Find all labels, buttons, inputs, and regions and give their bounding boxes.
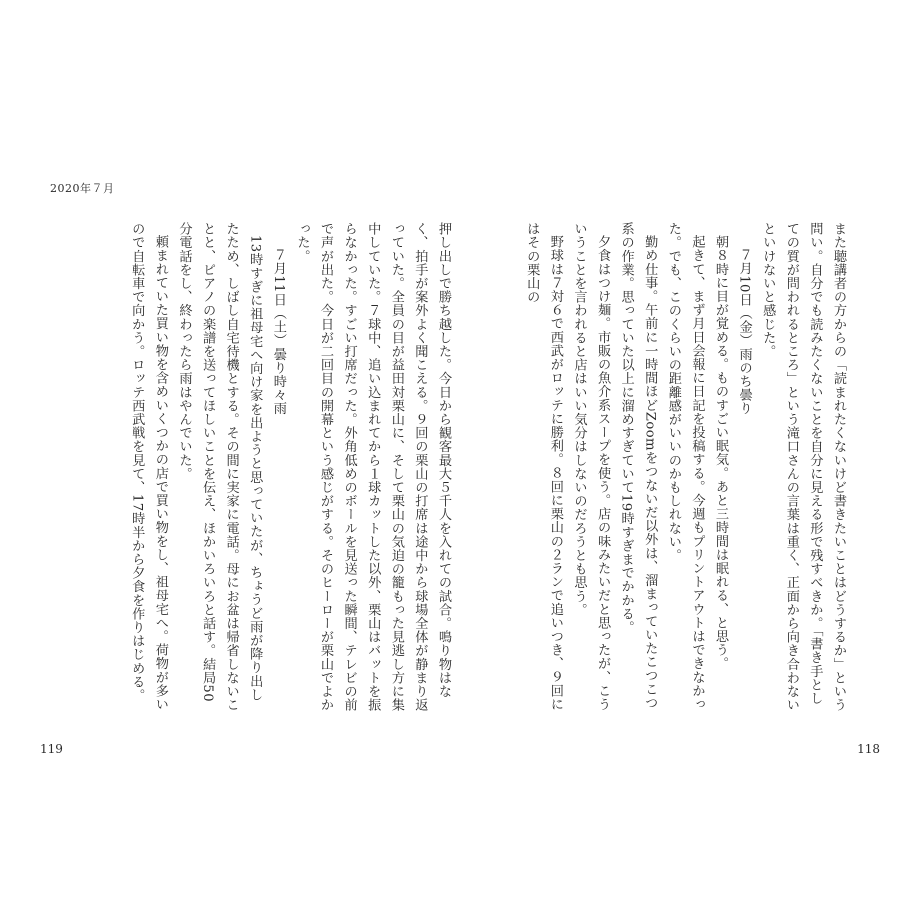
- left-page-text: [45, 222, 455, 712]
- paragraph: 起きて、まず月日会報に日記を投稿する。今週もプリントアウトはできなかった。でも、このくらいの距離感がいいのかもしれない。: [665, 222, 705, 712]
- right-page-text: [512, 222, 850, 712]
- paragraph: また聴講者の方からの「読まれたくないけど書きたいことはどうするか」という問い。自分でも読みたくないことを自分に見える形で残すべきか。「書き手としての質が問われるところ」という滝口さんの言葉は重く、正面から向き合わないといけないと感じた。: [760, 222, 846, 712]
- paragraph: 勤め仕事。午前に一時間ほどZoomをつないだ以外は、溜まっていたこつこつ系の作業。思っていた以上に溜めすぎていて19時すぎまでかかる。: [618, 222, 658, 710]
- paragraph: 頼まれていた買い物を含めいくつかの店で買い物をし、祖母宅へ。荷物が多いので自転車で向かう。ロッテ西武戦を見て、17時半から夕食を作りはじめる。: [129, 222, 168, 712]
- paragraph: 野球は７対６で西武がロッテに勝利。８回に栗山の２ランで追いつき、９回にはその栗山の: [524, 222, 563, 712]
- page-number-left: 119: [40, 742, 63, 756]
- page-number-right: 118: [857, 742, 880, 756]
- paragraph: 朝８時に目が覚める。ものすごい眠気。あと三時間は眠れる、と思う。: [713, 235, 729, 671]
- diary-date-heading: ７月11日（土）曇り時々雨: [270, 248, 286, 416]
- paragraph: 押し出しで勝ち越した。今日から観客最大５千人を入れての試合。鳴り物はなく、拍手が案外よく聞こえる。９回の栗山の打席は途中から球場全体が静まり返っていた。全員の目が益田対栗山に、そして栗山の気迫の籠もった見逃し方に集中していた。７球中、追い込まれてから１球カットした以外、栗山はバットを振らなかった。すごい打席だった。外角低めのボールを見送った瞬間、テレビの前で声が出た。今日が二回目の開幕という感じがする。そのヒーローが栗山でよかった。: [294, 222, 451, 712]
- diary-date-heading: ７月10日（金）雨のち曇り: [736, 248, 752, 416]
- paragraph: 夕食はつけ麺。市販の魚介系スープを使う。店の味みたいだと思ったが、こういうことを言われると店はいい気分はしないのだろうとも思う。: [571, 222, 611, 712]
- running-head: 2020年７月: [50, 182, 115, 195]
- paragraph: 13時すぎに祖母宅へ向け家を出ようと思っていたが、ちょうど雨が降り出したため、しばし自宅待機とする。その間に実家に電話。母にお盆は帰省しないことと、ピアノの楽譜を送ってほしいことを伝え、ほかいろいろと話す。結局50分電話をし、終わったら雨はやんでいた。: [176, 222, 263, 712]
